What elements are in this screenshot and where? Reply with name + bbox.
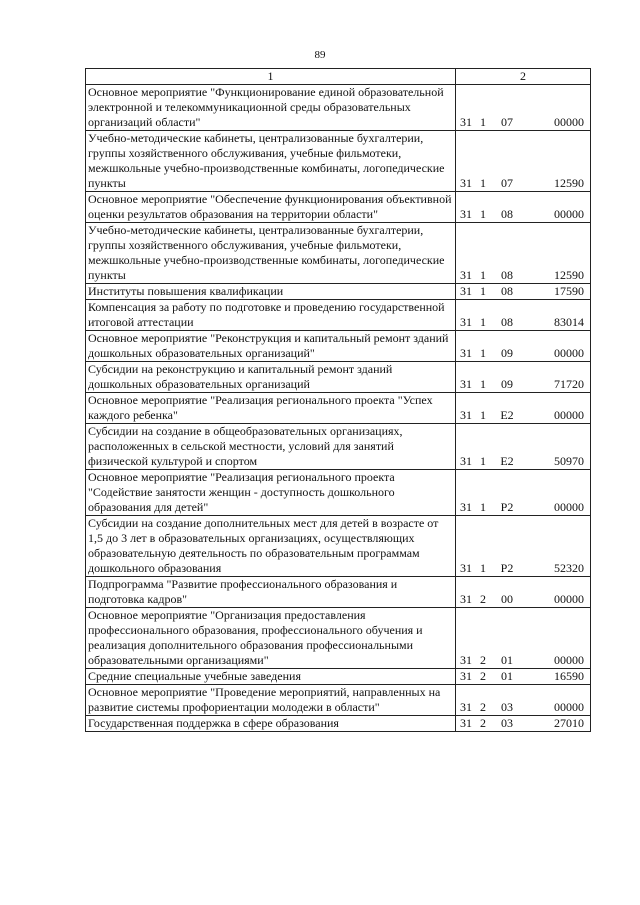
table-row <box>86 685 591 716</box>
code-segment-3: P2 <box>500 561 514 575</box>
table-header-row <box>86 69 591 85</box>
code-segment-1: 31 <box>460 377 472 391</box>
code-segment-4: 12590 <box>554 268 584 282</box>
code-segment-2: 1 <box>480 315 486 329</box>
code-segment-4: 52320 <box>554 561 584 575</box>
code-segment-4: 16590 <box>554 669 584 683</box>
row-code <box>456 685 591 716</box>
row-name: Основное мероприятие "Организация предоставления профессионального образования, профессионального обучения и реализация дополнительного образования профессиональными образовательными организациями" <box>86 608 456 669</box>
code-segment-2: 1 <box>480 346 486 360</box>
page-number: 89 <box>314 49 326 61</box>
code-segment-2: 1 <box>480 268 486 282</box>
row-code <box>456 131 591 192</box>
row-name: Субсидии на реконструкцию и капитальный ремонт зданий дошкольных образовательных организаций <box>86 362 456 393</box>
table-row <box>86 424 591 470</box>
table-row <box>86 608 591 669</box>
row-name: Средние специальные учебные заведения <box>86 669 456 685</box>
code-segment-3: 08 <box>501 207 513 221</box>
row-code <box>456 608 591 669</box>
row-name: Государственная поддержка в сфере образования <box>86 716 456 732</box>
code-segment-4: 00000 <box>554 500 584 514</box>
code-segment-4: 12590 <box>554 176 584 190</box>
code-segment-1: 31 <box>460 207 472 221</box>
code-segment-3: 03 <box>501 700 513 714</box>
code-segment-1: 31 <box>460 669 472 683</box>
code-segment-3: E2 <box>500 408 514 422</box>
code-segment-3: 03 <box>501 716 513 730</box>
table-row <box>86 131 591 192</box>
code-segment-1: 31 <box>460 115 472 129</box>
code-segment-4: 83014 <box>554 315 584 329</box>
code-segment-2: 2 <box>480 716 486 730</box>
row-name: Основное мероприятие "Реконструкция и капитальный ремонт зданий дошкольных образовательных организаций" <box>86 331 456 362</box>
code-segment-4: 00000 <box>554 700 584 714</box>
code-segment-4: 00000 <box>554 115 584 129</box>
row-code <box>456 362 591 393</box>
row-name: Основное мероприятие "Обеспечение функционирования объективной оценки результатов образования на территории области" <box>86 192 456 223</box>
code-segment-2: 2 <box>480 700 486 714</box>
table-row <box>86 669 591 685</box>
row-name: Основное мероприятие "Реализация регионального проекта "Успех каждого ребенка" <box>86 393 456 424</box>
row-name: Основное мероприятие "Реализация регионального проекта "Содействие занятости женщин - доступность дошкольного образования для детей" <box>86 470 456 516</box>
code-segment-1: 31 <box>460 716 472 730</box>
row-name: Субсидии на создание в общеобразовательных организациях, расположенных в сельской местности, условий для занятий физической культурой и спортом <box>86 424 456 470</box>
code-segment-2: 2 <box>480 653 486 667</box>
code-segment-4: 00000 <box>554 592 584 606</box>
row-code <box>456 424 591 470</box>
row-name: Подпрограмма "Развитие профессионального образования и подготовка кадров" <box>86 577 456 608</box>
row-code <box>456 669 591 685</box>
code-segment-2: 1 <box>480 500 486 514</box>
code-segment-3: 08 <box>501 284 513 298</box>
code-segment-3: 07 <box>501 176 513 190</box>
table-row <box>86 331 591 362</box>
table-row <box>86 393 591 424</box>
code-segment-1: 31 <box>460 454 472 468</box>
code-segment-1: 31 <box>460 284 472 298</box>
code-segment-3: E2 <box>500 454 514 468</box>
code-segment-1: 31 <box>460 408 472 422</box>
code-segment-1: 31 <box>460 500 472 514</box>
code-segment-4: 00000 <box>554 653 584 667</box>
row-code <box>456 393 591 424</box>
code-segment-2: 2 <box>480 592 486 606</box>
code-segment-1: 31 <box>460 346 472 360</box>
row-code <box>456 300 591 331</box>
code-segment-1: 31 <box>460 268 472 282</box>
code-segment-2: 1 <box>480 408 486 422</box>
row-code <box>456 577 591 608</box>
code-segment-1: 31 <box>460 592 472 606</box>
budget-classification-table <box>85 68 591 732</box>
code-segment-3: P2 <box>500 500 514 514</box>
row-name: Учебно-методические кабинеты, централизованные бухгалтерии, группы хозяйственного обслуживания, учебные фильмотеки, межшкольные учебно-производственные комбинаты, логопедические пункты <box>86 131 456 192</box>
table-row <box>86 716 591 732</box>
code-segment-3: 01 <box>501 669 513 683</box>
code-segment-3: 08 <box>501 268 513 282</box>
code-segment-2: 1 <box>480 377 486 391</box>
code-segment-4: 50970 <box>554 454 584 468</box>
table-row <box>86 577 591 608</box>
row-name: Учебно-методические кабинеты, централизованные бухгалтерии, группы хозяйственного обслуживания, учебные фильмотеки, межшкольные учебно-производственные комбинаты, логопедические пункты <box>86 223 456 284</box>
code-segment-4: 00000 <box>554 346 584 360</box>
code-segment-4: 71720 <box>554 377 584 391</box>
row-code <box>456 284 591 300</box>
code-segment-2: 1 <box>480 284 486 298</box>
header-col-1: 1 <box>86 69 456 85</box>
code-segment-3: 09 <box>501 377 513 391</box>
row-code <box>456 192 591 223</box>
table-row <box>86 223 591 284</box>
code-segment-1: 31 <box>460 561 472 575</box>
code-segment-1: 31 <box>460 176 472 190</box>
code-segment-2: 1 <box>480 115 486 129</box>
code-segment-2: 2 <box>480 669 486 683</box>
table-row <box>86 516 591 577</box>
code-segment-2: 1 <box>480 207 486 221</box>
row-name: Основное мероприятие "Проведение мероприятий, направленных на развитие системы профориентации молодежи в области" <box>86 685 456 716</box>
row-name: Компенсация за работу по подготовке и проведению государственной итоговой аттестации <box>86 300 456 331</box>
table-row <box>86 470 591 516</box>
code-segment-2: 1 <box>480 561 486 575</box>
code-segment-1: 31 <box>460 315 472 329</box>
code-segment-2: 1 <box>480 176 486 190</box>
table-row <box>86 362 591 393</box>
code-segment-3: 07 <box>501 115 513 129</box>
row-name: Субсидии на создание дополнительных мест для детей в возрасте от 1,5 до 3 лет в образовательных организациях, осуществляющих образовательную деятельность по образовательным программам дошкольного образования <box>86 516 456 577</box>
row-name: Институты повышения квалификации <box>86 284 456 300</box>
row-code <box>456 716 591 732</box>
code-segment-3: 01 <box>501 653 513 667</box>
row-code <box>456 516 591 577</box>
code-segment-2: 1 <box>480 454 486 468</box>
code-segment-3: 00 <box>501 592 513 606</box>
row-code <box>456 223 591 284</box>
code-segment-1: 31 <box>460 653 472 667</box>
table-row <box>86 284 591 300</box>
code-segment-3: 09 <box>501 346 513 360</box>
code-segment-4: 00000 <box>554 207 584 221</box>
table-row <box>86 85 591 131</box>
row-code <box>456 85 591 131</box>
table-row <box>86 192 591 223</box>
code-segment-4: 17590 <box>554 284 584 298</box>
code-segment-1: 31 <box>460 700 472 714</box>
row-name: Основное мероприятие "Функционирование единой образовательной электронной и телекоммуникационной среды образовательных организаций области" <box>86 85 456 131</box>
code-segment-3: 08 <box>501 315 513 329</box>
table-row <box>86 300 591 331</box>
code-segment-4: 27010 <box>554 716 584 730</box>
row-code <box>456 470 591 516</box>
row-code <box>456 331 591 362</box>
header-col-2: 2 <box>456 69 591 85</box>
code-segment-4: 00000 <box>554 408 584 422</box>
